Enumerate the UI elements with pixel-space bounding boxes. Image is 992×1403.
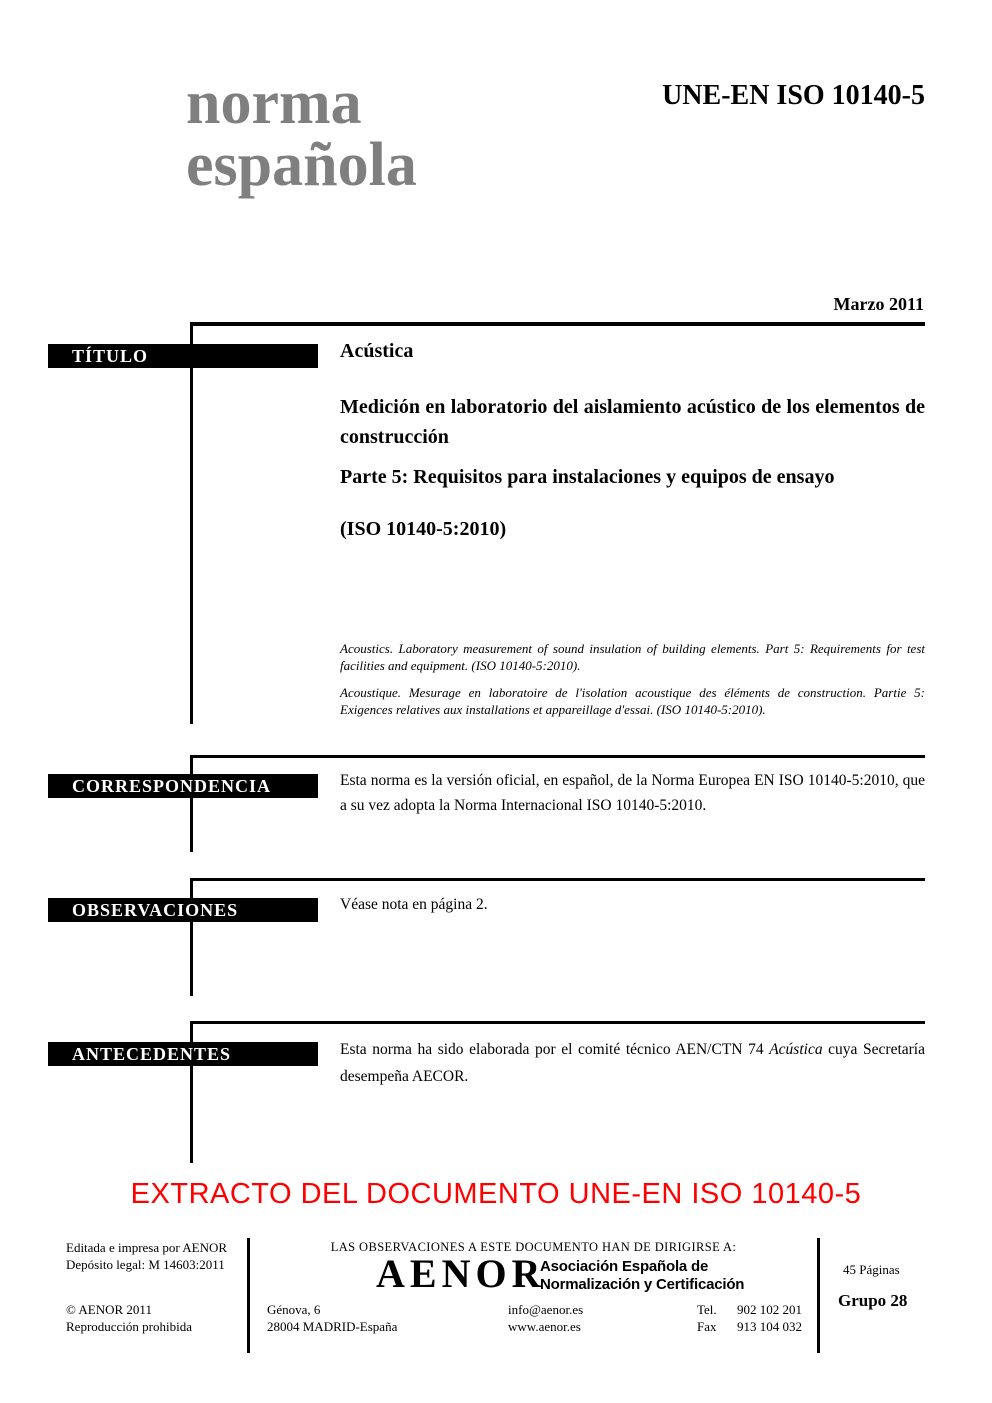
title-english: Acoustics. Laboratory measurement of sound insulation of building elements. Part 5: Requirements for test facilities and equipment. (ISO 10140-5:2010). — [340, 641, 925, 673]
footer-tel-number: 902 102 201 — [737, 1302, 802, 1317]
footer-divider-left — [247, 1238, 250, 1353]
titulo-top-rule — [190, 322, 925, 326]
antecedentes-text-pre: Esta norma ha sido elaborada por el comité técnico AEN/CTN 74 — [340, 1041, 770, 1058]
footer-tel-label: Tel. — [697, 1302, 717, 1317]
observaciones-label: OBSERVACIONES — [72, 900, 239, 920]
footer-address-line-1: Génova, 6 — [267, 1302, 321, 1317]
correspondencia-left-rule — [190, 755, 193, 852]
observaciones-top-rule — [190, 878, 925, 881]
footer-fax-label: Fax — [697, 1319, 717, 1334]
footer-fax-number: 913 104 032 — [737, 1319, 802, 1334]
footer-published-line: Editada e impresa por AENOR — [66, 1240, 228, 1255]
title-main: Medición en laboratorio del aislamiento acústico de los elementos de construcción — [340, 396, 925, 448]
footer-notice: LAS OBSERVACIONES A ESTE DOCUMENTO HAN DE DIRIGIRSE A: — [330, 1240, 737, 1254]
extracto-banner: EXTRACTO DEL DOCUMENTO UNE-EN ISO 10140-5 — [130, 1178, 862, 1210]
titulo-left-rule — [190, 322, 193, 724]
footer-address-line-2: 28004 MADRID-España — [267, 1319, 398, 1334]
footer-website: www.aenor.es — [508, 1319, 581, 1334]
antecedentes-top-rule — [190, 1021, 925, 1024]
antecedentes-text-post: cuya Secretaría desempeña AECOR. — [340, 1041, 925, 1085]
correspondencia-top-rule — [190, 755, 925, 758]
antecedentes-label-bar — [48, 1042, 318, 1066]
aenor-logo: AENOR — [376, 1251, 546, 1296]
aenor-org-line-2: Normalización y Certificación — [540, 1276, 745, 1293]
footer-publisher-block — [66, 1239, 227, 1273]
footer-phone-block — [697, 1301, 802, 1335]
titulo-label: TÍTULO — [72, 346, 149, 366]
aenor-org-name — [540, 1258, 744, 1294]
title-part: Parte 5: Requisitos para instalaciones y equipos de ensayo — [340, 466, 835, 488]
aenor-org-line-1: Asociación Española de — [540, 1258, 709, 1275]
publication-date: Marzo 2011 — [833, 294, 924, 314]
title-french: Acoustique. Mesurage en laboratoire de l'isolation acoustique des éléments de construction. Partie 5: Exigences relatives aux installations et appareillage d'essai. (ISO 10140-5:2010). — [340, 685, 925, 717]
antecedentes-committee-name: Acústica — [769, 1041, 823, 1058]
footer-group: Grupo 28 — [838, 1291, 908, 1310]
correspondencia-label-bar — [48, 774, 318, 798]
titulo-label-bar — [48, 344, 318, 368]
footer-contact-block — [508, 1301, 583, 1335]
title-subject: Acústica — [340, 340, 414, 362]
brand-line-2: española — [186, 131, 417, 199]
correspondencia-label: CORRESPONDENCIA — [72, 776, 272, 796]
brand-line-1: norma — [186, 69, 362, 137]
footer-divider-right — [817, 1238, 820, 1353]
footer-reproduction-line: Reproducción prohibida — [66, 1319, 192, 1334]
footer-address-block — [267, 1301, 397, 1335]
antecedentes-body — [340, 1036, 925, 1090]
document-code: UNE-EN ISO 10140-5 — [662, 80, 925, 111]
footer-copyright-line: © AENOR 2011 — [66, 1302, 152, 1317]
footer-page-count: 45 Páginas — [843, 1262, 900, 1277]
norma-espanola-logo — [186, 69, 417, 199]
observaciones-left-rule — [190, 878, 193, 996]
correspondencia-body: Esta norma es la versión oficial, en español, de la Norma Europea EN ISO 10140-5:2010, que a su vez adopta la Norma Internacional ISO 10140-5:2010. — [340, 772, 925, 814]
antecedentes-label: ANTECEDENTES — [72, 1044, 232, 1064]
observaciones-body: Véase nota en página 2. — [340, 896, 488, 913]
observaciones-label-bar — [48, 898, 318, 922]
footer-email: info@aenor.es — [508, 1302, 584, 1317]
footer-copyright-block — [66, 1301, 192, 1335]
footer-deposit-line: Depósito legal: M 14603:2011 — [66, 1257, 225, 1272]
title-iso-ref: (ISO 10140-5:2010) — [340, 518, 507, 540]
